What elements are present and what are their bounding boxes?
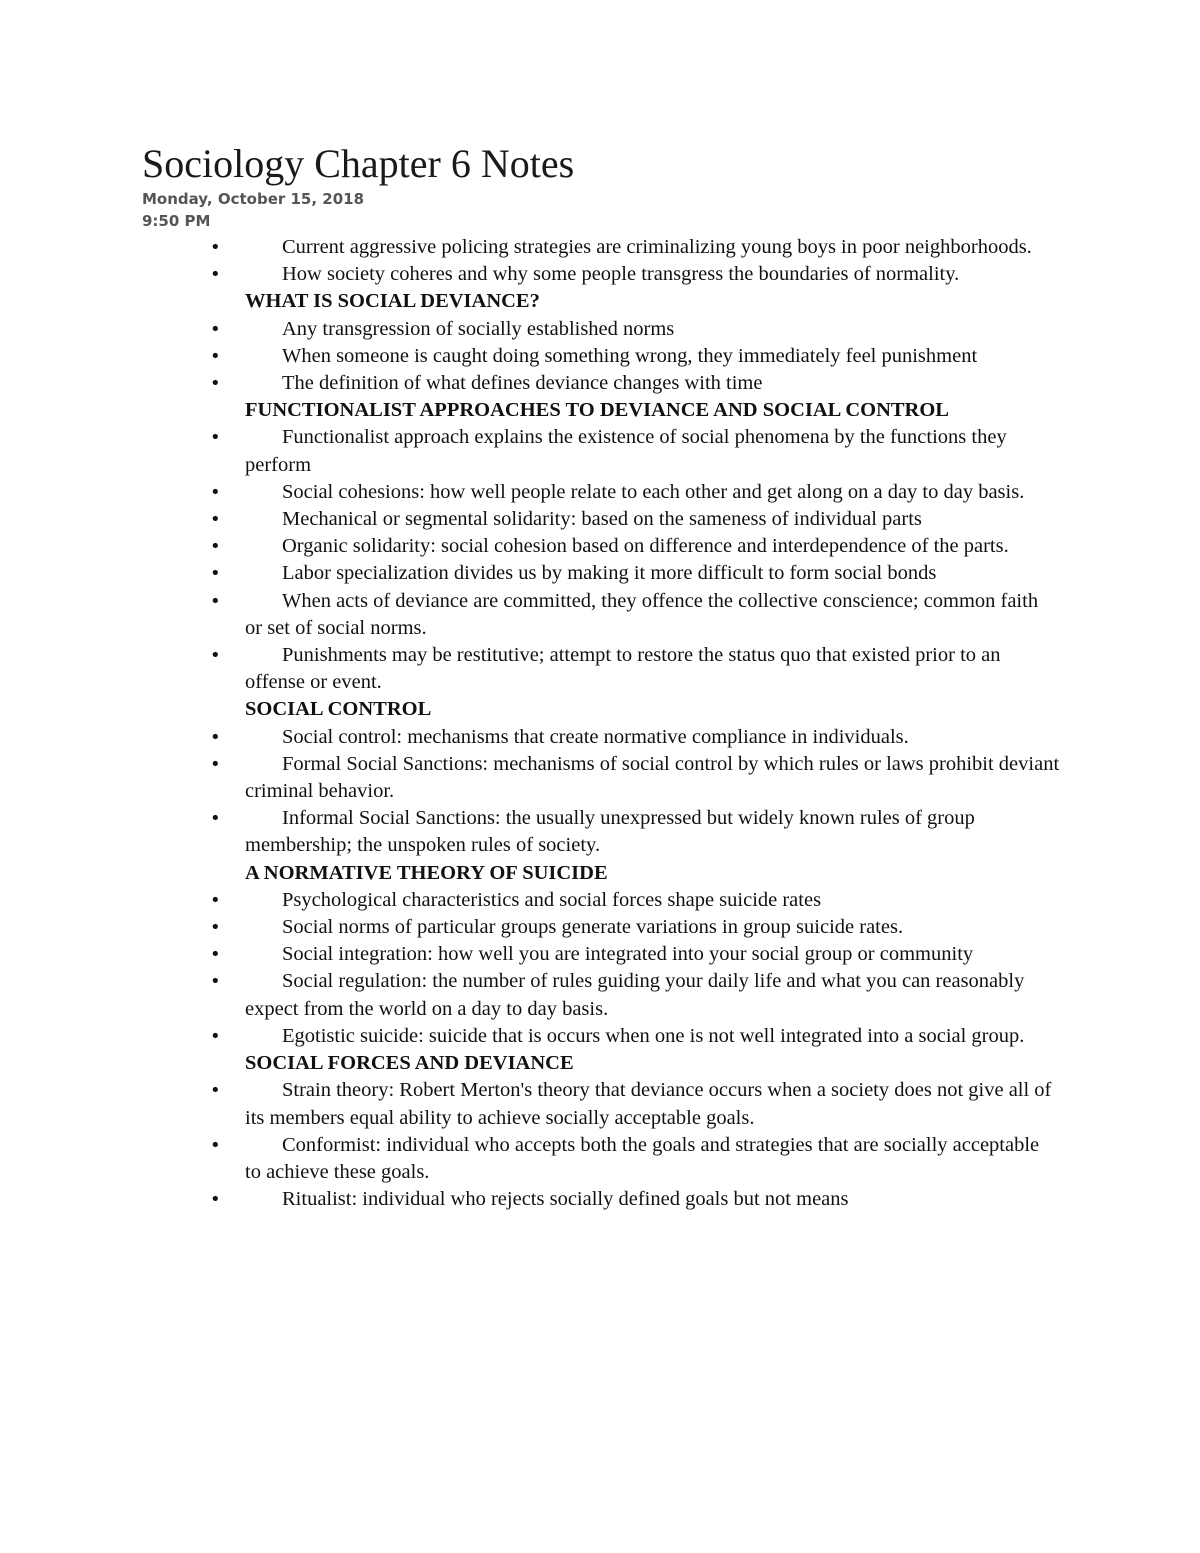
bullet-icon: •	[210, 808, 221, 830]
list-item-text: Ritualist: individual who rejects socially defined goals but not means	[282, 1188, 849, 1211]
list-item	[210, 316, 1060, 343]
bullet-icon: •	[210, 1080, 221, 1102]
list-item	[210, 751, 1060, 805]
list-item	[210, 370, 1060, 397]
list-item-text: Social control: mechanisms that create normative compliance in individuals.	[282, 725, 909, 748]
list-item	[210, 1132, 1060, 1186]
list-item	[210, 941, 1060, 968]
bullet-icon: •	[210, 753, 221, 775]
bullet-icon: •	[210, 237, 221, 258]
bullet-icon: •	[210, 917, 221, 939]
bullet-icon: •	[210, 944, 221, 966]
bullet-icon: •	[210, 645, 221, 667]
list-item-text: Social regulation: the number of rules guiding your daily life and what you can reasonably expect from the world on a day to day basis.	[245, 970, 1025, 1020]
list-item-text: Labor specialization divides us by making it more difficult to form social bonds	[282, 562, 937, 585]
note-date: Monday, October 15, 2018	[142, 190, 365, 208]
bullet-icon: •	[210, 726, 221, 748]
note-time: 9:50 PM	[142, 212, 211, 230]
list-item	[210, 968, 1060, 1022]
list-item	[210, 1077, 1060, 1131]
list-item-text: Psychological characteristics and social forces shape suicide rates	[282, 888, 822, 911]
list-item	[210, 1186, 1060, 1213]
list-item-text: Social norms of particular groups generate variations in group suicide rates.	[282, 916, 904, 939]
list-item	[210, 533, 1060, 560]
list-item-text: When acts of deviance are committed, they offence the collective conscience; common faith or set of social norms.	[245, 589, 1039, 639]
bullet-icon: •	[210, 590, 221, 612]
bullet-icon: •	[210, 1189, 221, 1211]
notes-list	[0, 234, 1200, 1213]
list-item-text: Conformist: individual who accepts both the goals and strategies that are socially acceptable to achieve these goals.	[245, 1133, 1040, 1183]
list-item-text: Formal Social Sanctions: mechanisms of social control by which rules or laws prohibit deviant criminal behavior.	[245, 752, 1060, 803]
list-item-text: Current aggressive policing strategies are criminalizing young boys in poor neighborhoods.	[282, 236, 1032, 258]
section-heading: FUNCTIONALIST APPROACHES TO DEVIANCE AND SOCIAL CONTROL	[245, 399, 949, 422]
list-item	[210, 887, 1060, 914]
list-item	[210, 343, 1060, 370]
list-item	[210, 479, 1060, 506]
section-heading: A NORMATIVE THEORY OF SUICIDE	[245, 861, 608, 884]
page-title: Sociology Chapter 6 Notes	[142, 141, 575, 186]
section-heading: WHAT IS SOCIAL DEVIANCE?	[245, 290, 540, 313]
bullet-icon: •	[210, 971, 221, 993]
list-item	[210, 261, 1060, 288]
section-heading: SOCIAL CONTROL	[245, 698, 432, 721]
list-item	[210, 642, 1060, 696]
list-item	[210, 424, 1060, 478]
bullet-icon: •	[210, 509, 221, 531]
list-item-text: The definition of what defines deviance changes with time	[282, 372, 763, 395]
bullet-icon: •	[210, 373, 221, 395]
bullet-icon: •	[210, 318, 221, 340]
list-item	[210, 914, 1060, 941]
list-item-text: Informal Social Sanctions: the usually unexpressed but widely known rules of group membership; the unspoken rules of society.	[245, 807, 975, 857]
bullet-icon: •	[210, 264, 221, 286]
bullet-icon: •	[210, 427, 221, 449]
bullet-icon: •	[210, 1134, 221, 1156]
list-item-text: Social integration: how well you are integrated into your social group or community	[282, 943, 974, 966]
list-item-text: When someone is caught doing something wrong, they immediately feel punishment	[282, 344, 978, 367]
bullet-icon: •	[210, 536, 221, 558]
bullet-icon: •	[210, 889, 221, 911]
bullet-icon: •	[210, 563, 221, 585]
list-item-text: Mechanical or segmental solidarity: based on the sameness of individual parts	[282, 508, 922, 531]
list-item	[210, 805, 1060, 859]
list-item	[210, 1023, 1060, 1050]
list-item-text: Egotistic suicide: suicide that is occurs when one is not well integrated into a social group.	[282, 1024, 1025, 1047]
list-item-text: How society coheres and why some people transgress the boundaries of normality.	[282, 263, 960, 286]
list-item	[210, 724, 1060, 751]
list-item-text: Any transgression of socially established norms	[282, 317, 675, 340]
list-item	[210, 234, 1060, 261]
list-item	[210, 588, 1060, 642]
list-item-text: Strain theory: Robert Merton's theory that deviance occurs when a society does not give all of its members equal ability to achieve socially acceptable goals.	[245, 1079, 1052, 1129]
list-item	[210, 560, 1060, 587]
bullet-icon: •	[210, 1025, 221, 1047]
list-item-text: Punishments may be restitutive; attempt to restore the status quo that existed prior to an offense or event.	[245, 644, 1001, 694]
list-item-text: Social cohesions: how well people relate to each other and get along on a day to day basis.	[282, 480, 1025, 503]
list-item	[210, 506, 1060, 533]
list-item-text: Functionalist approach explains the existence of social phenomena by the functions they perform	[245, 426, 1007, 476]
section-heading: SOCIAL FORCES AND DEVIANCE	[245, 1052, 574, 1075]
bullet-icon: •	[210, 345, 221, 367]
bullet-icon: •	[210, 481, 221, 503]
list-item-text: Organic solidarity: social cohesion based on difference and interdependence of the parts.	[282, 535, 1009, 558]
